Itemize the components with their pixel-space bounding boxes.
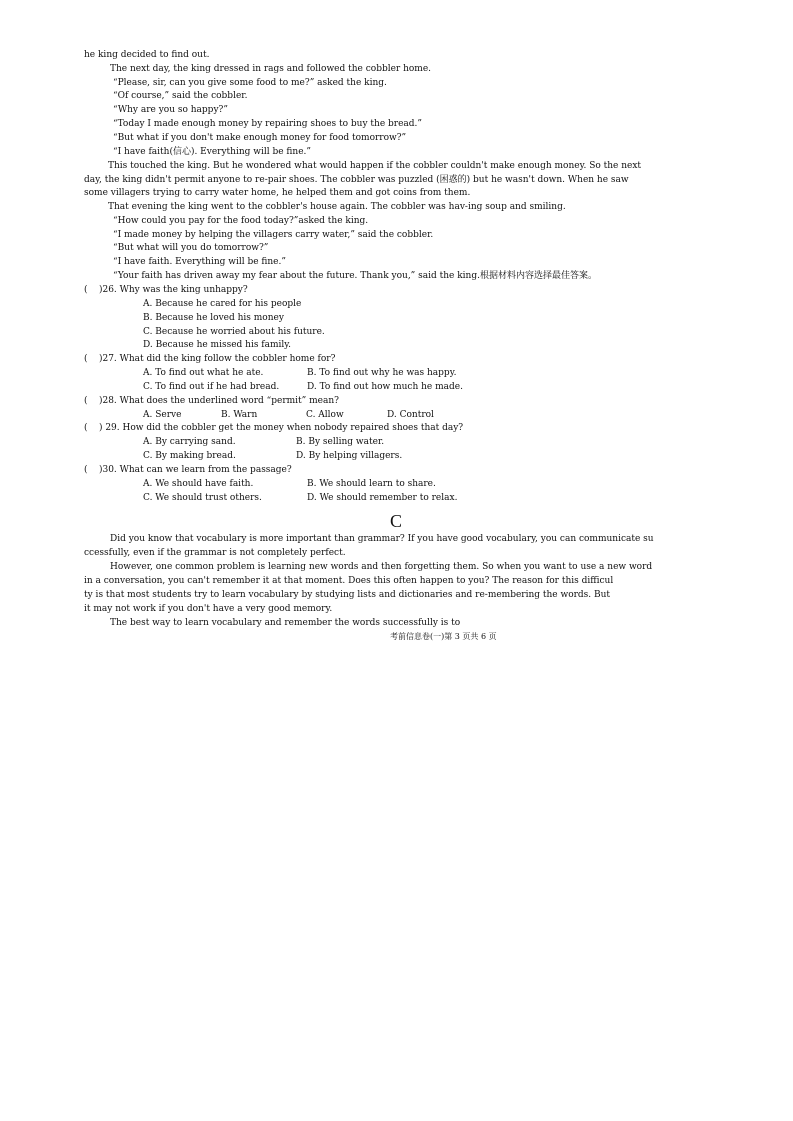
story-line: “Today I made enough money by repairing shoes to buy the bread.”	[113, 119, 422, 129]
story-line: day, the king didn't permit anyone to re-pair shoes. The cobbler was puzzled (困惑的) but he wasn't down. When he saw	[84, 175, 629, 185]
question-27-option-a: A. To find out what he ate.	[143, 368, 264, 378]
passage-line: However, one common problem is learning new words and then forgetting them. So when you want to use a new word	[110, 562, 653, 572]
story-line: he king decided to find out.	[84, 50, 210, 60]
story-line: “But what will you do tomorrow?”	[113, 243, 269, 253]
question-27-option-b: B. To find out why he was happy.	[307, 368, 457, 378]
passage-line: ccessfully, even if the grammar is not completely perfect.	[84, 548, 346, 558]
story-line: “Your faith has driven away my fear about the future. Thank you,” said the king.根据材料内容选择最佳答案。	[113, 271, 597, 281]
question-26-option-c: C. Because he worried about his future.	[143, 327, 325, 337]
story-line: That evening the king went to the cobbler's house again. The cobbler was hav-ing soup and smiling.	[108, 202, 566, 212]
question-29-stem: ( ) 29. How did the cobbler get the money when nobody repaired shoes that day?	[84, 423, 464, 433]
question-28-option-d: D. Control	[387, 410, 434, 420]
story-line: “Of course,” said the cobbler.	[113, 91, 248, 101]
page-footer: 考前信息卷(一)第 3 页共 6 页	[390, 632, 497, 641]
story-line: “I have faith(信心). Everything will be fine.”	[113, 147, 311, 157]
passage-line: ty is that most students try to learn vocabulary by studying lists and dictionaries and re-membering the words. But	[84, 590, 611, 600]
passage-line: Did you know that vocabulary is more important than grammar? If you have good vocabulary, you can communicate su	[110, 534, 654, 544]
passage-line: The best way to learn vocabulary and remember the words successfully is to	[110, 618, 461, 628]
question-30-stem: ( )30. What can we learn from the passage?	[84, 465, 292, 475]
question-27-option-d: D. To find out how much he made.	[307, 382, 463, 392]
question-28-option-c: C. Allow	[306, 410, 344, 420]
question-28-option-b: B. Warn	[221, 410, 258, 420]
story-line: “I have faith. Everything will be fine.”	[113, 257, 286, 267]
story-line: This touched the king. But he wondered what would happen if the cobbler couldn't make enough money. So the next	[108, 161, 642, 171]
question-26-option-d: D. Because he missed his family.	[143, 340, 292, 350]
section-heading: C	[390, 511, 403, 531]
question-26-stem: ( )26. Why was the king unhappy?	[84, 285, 248, 295]
question-30-option-d: D. We should remember to relax.	[307, 493, 458, 503]
question-29-option-b: B. By selling water.	[296, 437, 385, 447]
question-30-option-c: C. We should trust others.	[143, 493, 262, 503]
story-line: The next day, the king dressed in rags and followed the cobbler home.	[110, 64, 432, 74]
question-28-option-a: A. Serve	[143, 410, 182, 420]
question-29-option-d: D. By helping villagers.	[296, 451, 403, 461]
story-line: some villagers trying to carry water home, he helped them and got coins from them.	[84, 188, 471, 198]
question-27-option-c: C. To find out if he had bread.	[143, 382, 280, 392]
question-29-option-a: A. By carrying sand.	[143, 437, 236, 447]
question-30-option-b: B. We should learn to share.	[307, 479, 436, 489]
story-line: “Why are you so happy?”	[113, 105, 228, 115]
story-line: “How could you pay for the food today?”asked the king.	[113, 216, 369, 226]
question-26-option-b: B. Because he loved his money	[143, 313, 284, 323]
story-line: “Please, sir, can you give some food to me?” asked the king.	[113, 78, 387, 88]
story-line: “I made money by helping the villagers carry water,” said the cobbler.	[113, 230, 434, 240]
question-28-stem: ( )28. What does the underlined word “permit” mean?	[84, 396, 339, 406]
question-27-stem: ( )27. What did the king follow the cobbler home for?	[84, 354, 336, 364]
passage-line: in a conversation, you can't remember it at that moment. Does this often happen to you? The reason for this difficul	[84, 576, 614, 586]
question-29-option-c: C. By making bread.	[143, 451, 236, 461]
question-26-option-a: A. Because he cared for his people	[143, 299, 302, 309]
passage-line: it may not work if you don't have a very good memory.	[84, 604, 333, 614]
story-line: “But what if you don't make enough money for food tomorrow?”	[113, 133, 407, 143]
question-30-option-a: A. We should have faith.	[143, 479, 254, 489]
